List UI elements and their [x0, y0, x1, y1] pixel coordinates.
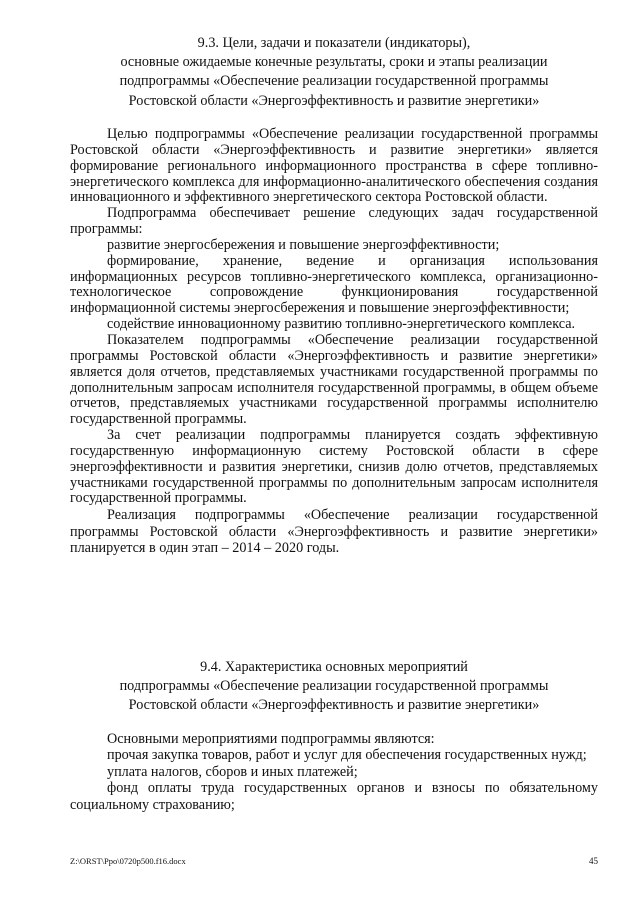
- file-path: Z:\ORST\Ppo\0720p500.f16.docx: [70, 856, 186, 866]
- heading-line: подпрограммы «Обеспечение реализации государственной программы: [119, 678, 549, 695]
- heading-line: 9.4. Характеристика основных мероприятий: [200, 659, 468, 675]
- expected-result-paragraph: За счет реализации подпрограммы планируется создать эффективную государственную информационную систему Ростовской области в сфере энергоэффективности и развития энергетики, снизив долю отчетов, представляемых участниками государственной программы по дополнительным запросам исполнителя государственной программы.: [70, 427, 598, 507]
- heading-line: подпрограммы «Обеспечение реализации государственной программы: [119, 73, 549, 90]
- task-item: формирование, хранение, ведение и организация использования информационных ресурсов топливно-энергетического комплекса, организационно-технологическое сопровождение функционирования государственной информационной системы энергосбережения и повышение энергоэффективности;: [70, 252, 598, 317]
- tasks-intro-paragraph: Подпрограмма обеспечивает решение следующих задач государственной программы:: [70, 205, 598, 238]
- heading-line: 9.3. Цели, задачи и показатели (индикаторы),: [197, 35, 471, 51]
- goal-paragraph: Целью подпрограммы «Обеспечение реализации государственной программы Ростовской области «Энергоэффективность и развитие энергетики» является формирование регионального информационного пространства в сфере топливно-энергетического комплекса для информационно-аналитического обеспечения создания инновационного и эффективного энергетического сектора Ростовской области.: [70, 126, 598, 206]
- section-9-4-heading: [70, 658, 598, 716]
- task-item: содействие инновационному развитию топливно-энергетического комплекса.: [107, 316, 576, 333]
- page-number: 45: [589, 856, 598, 866]
- indicator-paragraph: Показателем подпрограммы «Обеспечение реализации государственной программы Ростовской области «Энергоэффективность и развитие энергетики» является доля отчетов, представляемых участниками государственной программы по дополнительным запросам исполнителя государственной программы, в общем объеме отчетов, представляемых участниками государственной программы исполнителю государственной программы.: [70, 331, 598, 428]
- heading-line: Ростовской области «Энергоэффективность и развитие энергетики»: [128, 697, 540, 714]
- activities-intro-paragraph: Основными мероприятиями подпрограммы являются:: [107, 731, 435, 747]
- section-9-3-body: [70, 127, 598, 556]
- heading-line: Ростовской области «Энергоэффективность и развитие энергетики»: [128, 92, 540, 109]
- section-9-3-heading: [70, 34, 598, 111]
- activity-item: прочая закупка товаров, работ и услуг для обеспечения государственных нужд;: [107, 747, 587, 764]
- task-item: развитие энергосбережения и повышение энергоэффективности;: [107, 236, 500, 253]
- heading-line: основные ожидаемые конечные результаты, сроки и этапы реализации: [120, 54, 548, 71]
- implementation-stage-paragraph: Реализация подпрограммы «Обеспечение реализации государственной программы Ростовской области «Энергоэффективность и развитие энергетики» планируется в один этап – 2014 – 2020 годы.: [70, 507, 598, 557]
- section-9-4-body: [70, 731, 598, 813]
- activity-item: фонд оплаты труда государственных органов и взносы по обязательному социальному страхованию;: [70, 780, 598, 813]
- activity-item: уплата налогов, сборов и иных платежей;: [107, 763, 358, 780]
